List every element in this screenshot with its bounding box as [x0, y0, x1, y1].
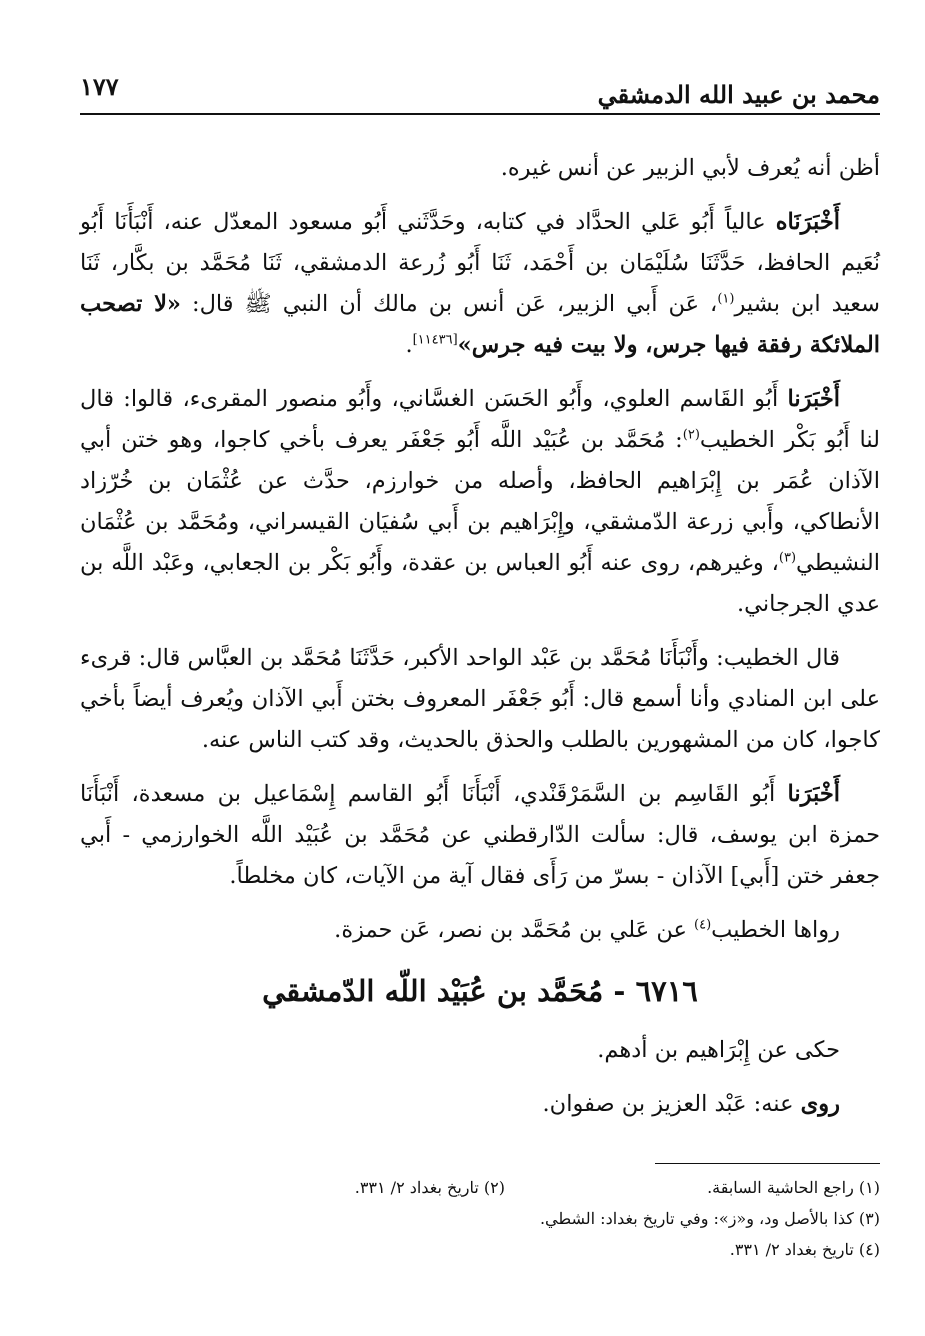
header-rule: [80, 113, 880, 115]
paragraph-5: [80, 774, 880, 897]
paragraph-7: [80, 1030, 880, 1071]
footnote-ref-3: (٣): [778, 550, 797, 566]
paragraph-3-text-3: ، وغيرهم، روى عنه أَبُو العباس بن عقدة، وأَبُو بَكْر بن الجعابي، وعَبْد اللَّه بن عدي الجرجاني.: [80, 550, 880, 617]
keyword-akhbarana: أَخْبَرَنَاه: [775, 209, 840, 235]
paragraph-4-text: قال الخطيب: وأَنْبَأَنَا مُحَمَّد بن عَبْد الواحد الأكبر، حَدَّثَنَا مُحَمَّد بن العبَّاس قال: قرىء على ابن المنادي وأنا أسمع قال: أَبُو جَعْفَر المعروف بختن أَبي الآذان ويُعرف أيضاً بأخي كاجوا، كان من المشهورين بالطلب والحذق بالحديث، وقد كتب الناس عنه.: [80, 645, 880, 753]
hadith-number: [١١٤٣٦]: [412, 332, 458, 348]
paragraph-6: [80, 910, 880, 951]
paragraph-3-text-2: : مُحَمَّد بن عُبَيْد اللَّه أَبُو جَعْفَر يعرف بأخي كاجوا، وهو ختن أبي الآذان عُمَر بن إِبْرَاهيم الحافظ، وأصله من خوارزم، حدَّث عن عُثْمَان بن خُرّزاد الأنطاكي، وأَبي زرعة الدّمشقي، وإِبْرَاهيم بن أَبي سُفيَان القيسراني، ومُحَمَّد بن عُثْمَان النشيطي: [80, 427, 880, 576]
paragraph-3-text: أَبُو القَاسم العلوي، وأَبُو الحَسَن الغسَّاني، وأَبُو منصور المقرىء، قالوا: قال لنا أَبُو بَكْر الخطيب: [80, 386, 881, 453]
paragraph-4: [80, 638, 880, 761]
footnote-row: [80, 1172, 880, 1203]
footnote-rule: [655, 1163, 880, 1164]
running-title: محمد بن عبيد الله الدمشقي: [597, 80, 880, 109]
footnote-3: (٣) كذا بالأصل ود، و«ز»: وفي تاريخ بغداد: الشطي.: [539, 1209, 880, 1228]
hadith-text: «لا تصحب الملائكة رفقة فيها جرس، ولا بيت فيه جرس»: [80, 291, 880, 358]
paragraph-6-text-2: عن عَلي بن مُحَمَّد بن نصر، عَن حمزة.: [334, 917, 695, 943]
paragraph-2-end: .: [405, 332, 413, 358]
keyword-rawa: روى: [800, 1091, 840, 1117]
keyword-akhbarana: أَخْبَرَنا: [787, 781, 840, 807]
paragraph-1-text: أظن أنه يُعرف لأبي الزبير عن أنس غيره.: [500, 155, 880, 181]
footnote-ref-4: (٤): [694, 917, 712, 933]
footnote-4: (٤) تاريخ بغداد ٢/ ٣٣١.: [729, 1240, 880, 1259]
paragraph-6-text: رواها الخطيب: [711, 917, 840, 943]
biography-heading: ٦٧١٦ - مُحَمَّد بن عُبَيْد اللّه الدّمشقي: [262, 974, 698, 1008]
footnote-ref-2: (٢): [682, 427, 700, 443]
paragraph-2: [80, 202, 880, 366]
footnote-1: (١) راجع الحاشية السابقة.: [707, 1178, 880, 1197]
page-header: [80, 62, 880, 112]
paragraph-5-text: أَبُو القَاسِم بن السَّمَرْقَنْدي، أَنْبَأَنَا أَبُو القاسم إِسْمَاعيل بن مسعدة، أَنْبَأَنَا حمزة ابن يوسف، قال: سألت الدّارقطني عن مُحَمَّد بن عُبَيْد اللَّه الخوارزمي - أَبي جعفر ختن [أَبي] الآذان - بسرّ من رَأَى فقال آية من الآيات، كان مخلطاً.: [80, 781, 880, 889]
paragraph-3: [80, 379, 880, 625]
footnotes: [80, 1172, 880, 1265]
main-text: [80, 148, 880, 1138]
paragraph-2-text: عالياً أَبُو عَلي الحدَّاد في كتابه، وحَدَّثَني أَبُو مسعود المعدّل عنه، أَنْبَأَنَا أَبُو نُعَيم الحافظ، حَدَّثَنَا سُلَيْمَان بن أَحْمَد، ثَنَا أَبُو زُرعة الدمشقي، ثَنَا مُحَمَّد بن بكَّار، ثَنَا سعيد ابن بشير: [80, 209, 880, 317]
paragraph-8: [80, 1084, 880, 1125]
keyword-akhbarana: أَخْبَرَنا: [787, 386, 840, 412]
paragraph-7-text: حكى عن إِبْرَاهيم بن أدهم.: [597, 1037, 840, 1063]
footnote-ref-1: (١): [717, 291, 735, 307]
footnote-2: (٢) تاريخ بغداد ٢/ ٣٣١.: [354, 1178, 505, 1197]
paragraph-1: [80, 148, 880, 189]
paragraph-2-text-2: ، عَن أَبي الزبير، عَن أنس بن مالك أن النبي ﷺ قال:: [180, 291, 718, 317]
page-number: ١٧٧: [80, 72, 119, 101]
paragraph-8-text: عنه: عَبْد العزيز بن صفوان.: [542, 1091, 801, 1117]
